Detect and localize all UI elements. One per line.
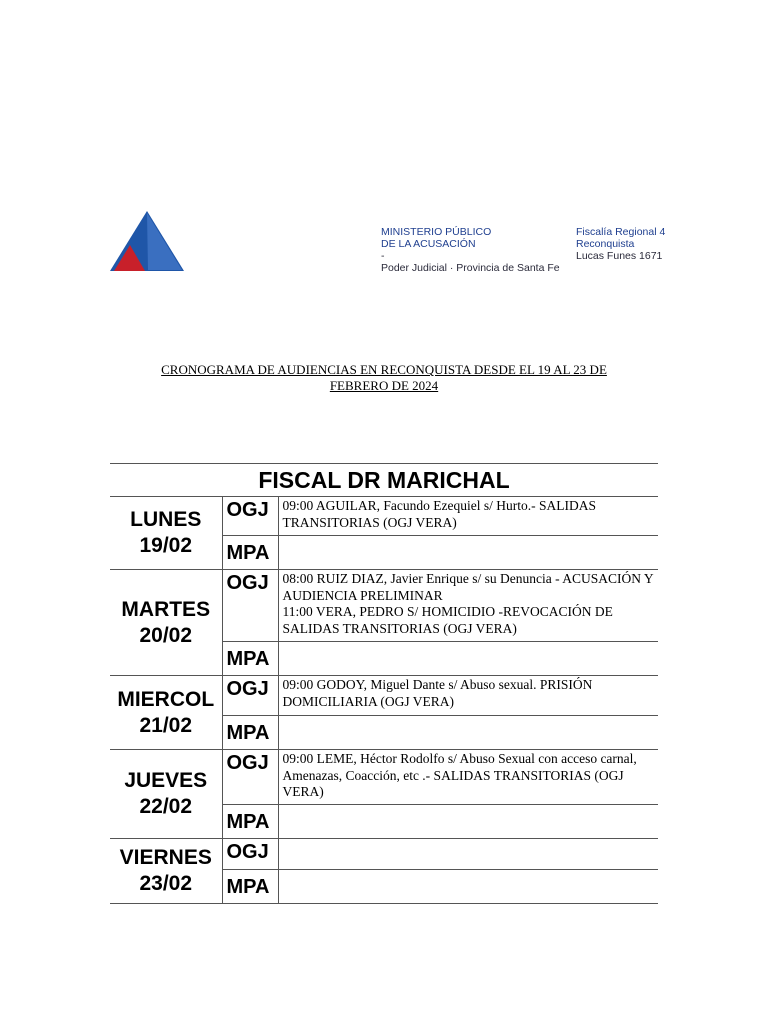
mpa-label: MPA <box>222 642 278 676</box>
day-row-ogj <box>110 750 658 805</box>
institution-line: - <box>381 250 385 262</box>
ogj-label: OGJ <box>222 839 278 870</box>
mpa-entries <box>278 805 658 839</box>
day-name: MIERCOL <box>117 687 215 711</box>
ogj-label: OGJ <box>222 676 278 716</box>
mpa-entries <box>278 536 658 570</box>
day-cell <box>110 570 222 676</box>
schedule-table <box>110 463 658 904</box>
day-row-ogj <box>110 839 658 870</box>
mpa-entries <box>278 642 658 676</box>
mpa-entries <box>278 716 658 750</box>
day-date: 23/02 <box>139 872 193 895</box>
day-cell <box>110 750 222 839</box>
institution-block <box>381 226 560 274</box>
day-date: 21/02 <box>139 713 193 737</box>
day-row-ogj <box>110 570 658 642</box>
mpa-label: MPA <box>222 805 278 839</box>
mpa-label: MPA <box>222 716 278 750</box>
day-name: LUNES <box>130 508 202 531</box>
ogj-entries <box>278 570 658 642</box>
day-cell <box>110 497 222 570</box>
document-title <box>110 362 658 394</box>
hearing-entry: 09:00 LEME, Héctor Rodolfo s/ Abuso Sexual con acceso carnal, Amenazas, Coacción, etc .- SALIDAS TRANSITORIAS (OGJ VERA) <box>282 751 637 799</box>
day-date: 19/02 <box>139 534 193 557</box>
region-line: Reconquista <box>576 238 635 250</box>
day-name: MARTES <box>121 597 211 621</box>
ogj-entries <box>278 497 658 536</box>
title-line-1: CRONOGRAMA DE AUDIENCIAS EN RECONQUISTA DESDE EL 19 AL 23 DE <box>161 362 607 377</box>
mpa-label: MPA <box>222 870 278 904</box>
institution-line: Poder Judicial · Provincia de Santa Fe <box>381 262 560 274</box>
day-cell <box>110 676 222 750</box>
day-row-ogj <box>110 676 658 716</box>
hearing-entry: 09:00 GODOY, Miguel Dante s/ Abuso sexual. PRISIÓN DOMICILIARIA (OGJ VERA) <box>282 677 593 709</box>
ogj-label: OGJ <box>222 750 278 805</box>
region-block <box>576 226 665 262</box>
region-line: Fiscalía Regional 4 <box>576 226 666 238</box>
ministerio-logo <box>108 209 186 273</box>
institution-line: MINISTERIO PÚBLICO <box>381 226 492 238</box>
hearing-entry: 09:00 AGUILAR, Facundo Ezequiel s/ Hurto.- SALIDAS TRANSITORIAS (OGJ VERA) <box>282 498 596 530</box>
title-line-2: FEBRERO DE 2024 <box>329 378 439 393</box>
mpa-entries <box>278 870 658 904</box>
fiscal-heading: FISCAL DR MARICHAL <box>110 464 658 497</box>
mpa-label: MPA <box>222 536 278 570</box>
day-date: 22/02 <box>139 795 193 818</box>
ogj-label: OGJ <box>222 570 278 642</box>
ogj-entries <box>278 676 658 716</box>
day-date: 20/02 <box>139 623 193 647</box>
ogj-entries <box>278 750 658 805</box>
day-cell <box>110 839 222 904</box>
region-line: Lucas Funes 1671 <box>576 250 663 262</box>
day-row-ogj <box>110 497 658 536</box>
day-name: JUEVES <box>124 769 208 792</box>
institution-line: DE LA ACUSACIÓN <box>381 238 476 250</box>
ogj-entries <box>278 839 658 870</box>
day-name: VIERNES <box>119 846 212 869</box>
hearing-entry: 08:00 RUIZ DIAZ, Javier Enrique s/ su Denuncia - ACUSACIÓN Y AUDIENCIA PRELIMINAR <box>282 571 654 603</box>
ogj-label: OGJ <box>222 497 278 536</box>
hearing-entry: 11:00 VERA, PEDRO S/ HOMICIDIO -REVOCACIÓN DE SALIDAS TRANSITORIAS (OGJ VERA) <box>282 604 613 636</box>
